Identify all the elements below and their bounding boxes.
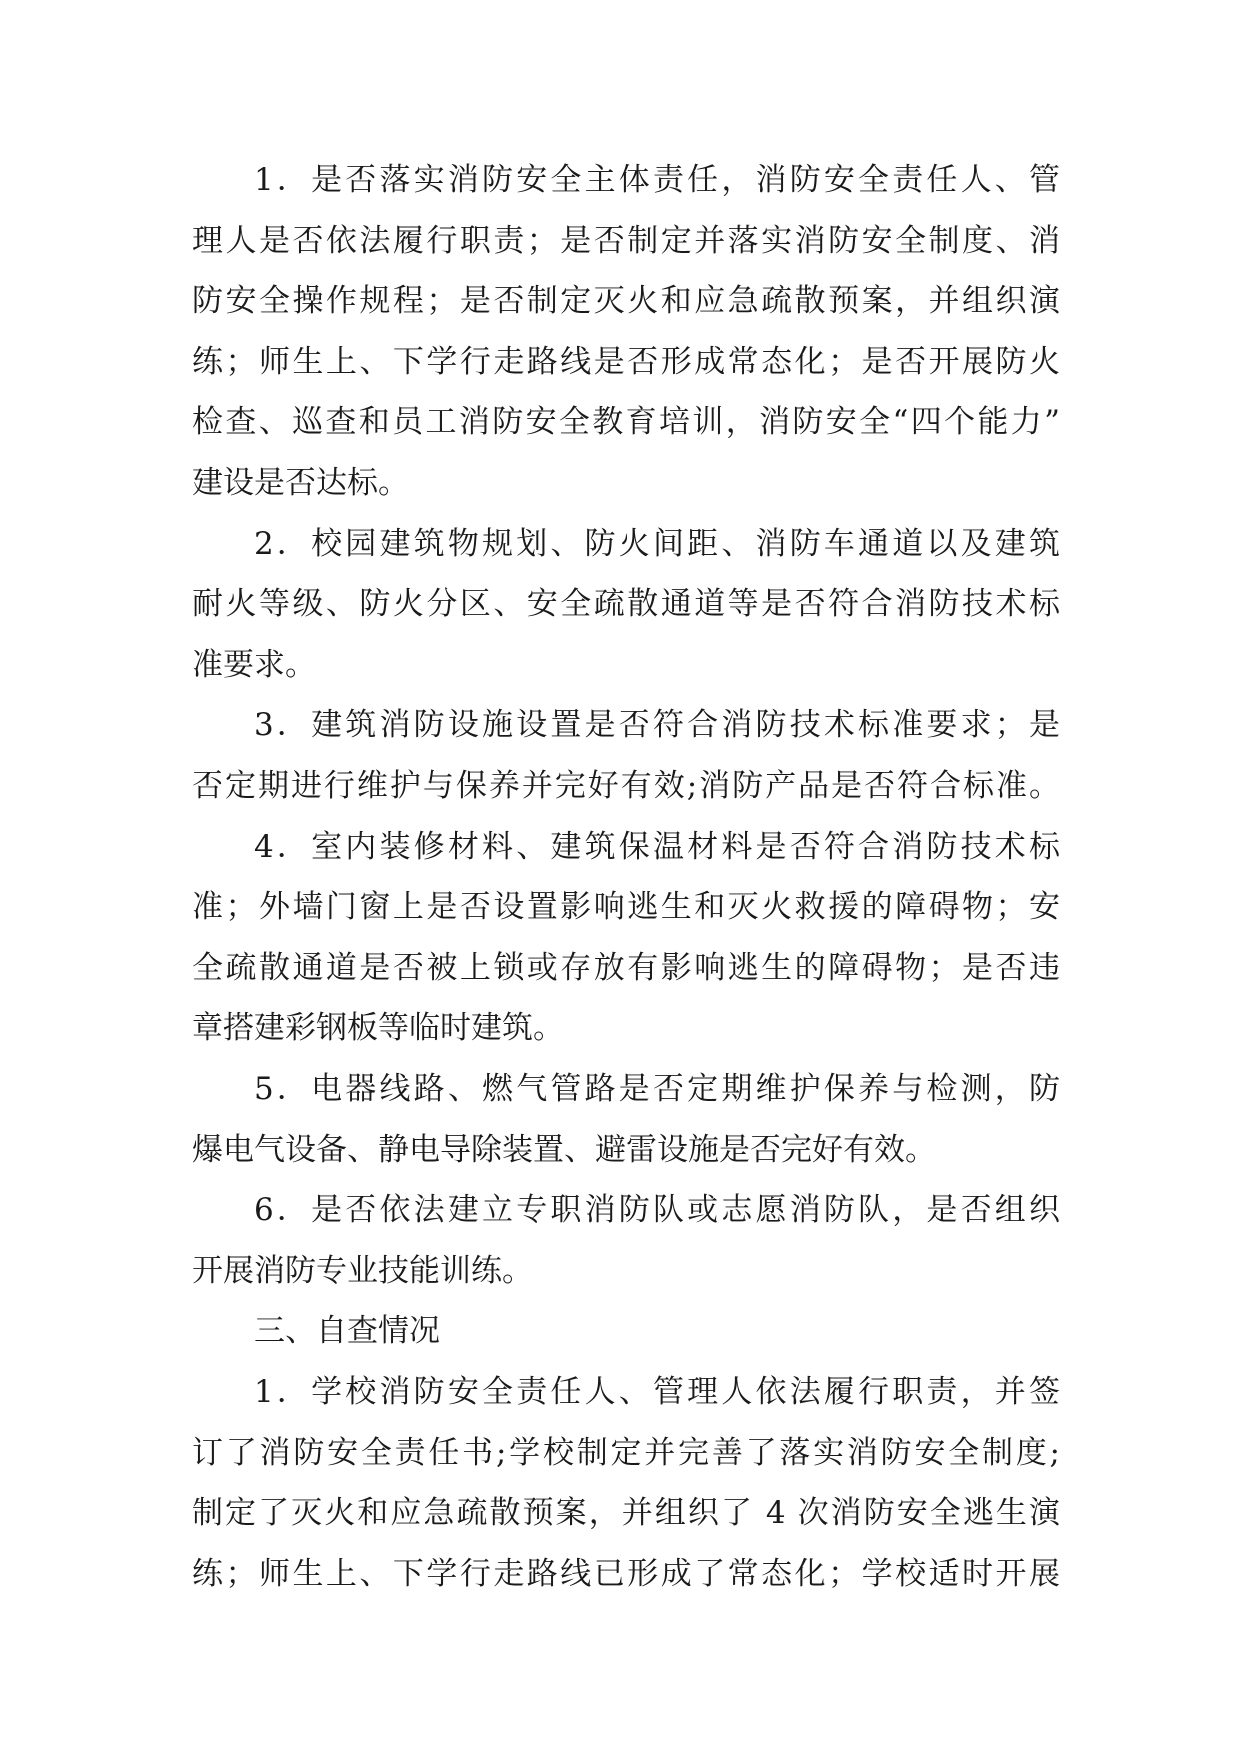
text-line: 订了消防安全责任书;学校制定并完善了落实消防安全制度; <box>192 1435 1060 1471</box>
text-line: 理人是否依法履行职责；是否制定并落实消防安全制度、消 <box>192 223 1060 259</box>
text-line: 5．电器线路、燃气管路是否定期维护保养与检测，防 <box>254 1071 1060 1107</box>
text-line: 1．学校消防安全责任人、管理人依法履行职责，并签 <box>254 1374 1060 1410</box>
text-line: 章搭建彩钢板等临时建筑。 <box>192 1010 564 1046</box>
text-line: 3．建筑消防设施设置是否符合消防技术标准要求；是 <box>254 707 1060 743</box>
text-line: 耐火等级、防火分区、安全疏散通道等是否符合消防技术标 <box>192 586 1060 622</box>
text-line: 练；师生上、下学行走路线已形成了常态化；学校适时开展 <box>192 1556 1060 1592</box>
text-line: 准；外墙门窗上是否设置影响逃生和灭火救援的障碍物；安 <box>192 889 1060 925</box>
text-line: 爆电气设备、静电导除装置、避雷设施是否完好有效。 <box>192 1132 936 1168</box>
text-line: 2．校园建筑物规划、防火间距、消防车通道以及建筑 <box>254 526 1060 562</box>
text-line: 防安全操作规程；是否制定灭火和应急疏散预案，并组织演 <box>192 283 1060 319</box>
text-line: 准要求。 <box>192 647 316 683</box>
text-line: 6．是否依法建立专职消防队或志愿消防队，是否组织 <box>254 1192 1060 1228</box>
text-line: 制定了灭火和应急疏散预案，并组织了 4 次消防安全逃生演 <box>192 1495 1060 1531</box>
text-line: 开展消防专业技能训练。 <box>192 1253 533 1289</box>
text-line: 4．室内装修材料、建筑保温材料是否符合消防技术标 <box>254 829 1060 865</box>
text-line: 建设是否达标。 <box>192 465 409 501</box>
text-line: 全疏散通道是否被上锁或存放有影响逃生的障碍物；是否违 <box>192 950 1060 986</box>
text-line: 检查、巡查和员工消防安全教育培训，消防安全“四个能力” <box>192 404 1060 440</box>
text-line: 练；师生上、下学行走路线是否形成常态化；是否开展防火 <box>192 344 1060 380</box>
text-line: 1．是否落实消防安全主体责任，消防安全责任人、管 <box>254 162 1060 198</box>
text-line: 三、自查情况 <box>254 1313 440 1349</box>
text-line: 否定期进行维护与保养并完好有效;消防产品是否符合标准。 <box>192 768 1060 804</box>
